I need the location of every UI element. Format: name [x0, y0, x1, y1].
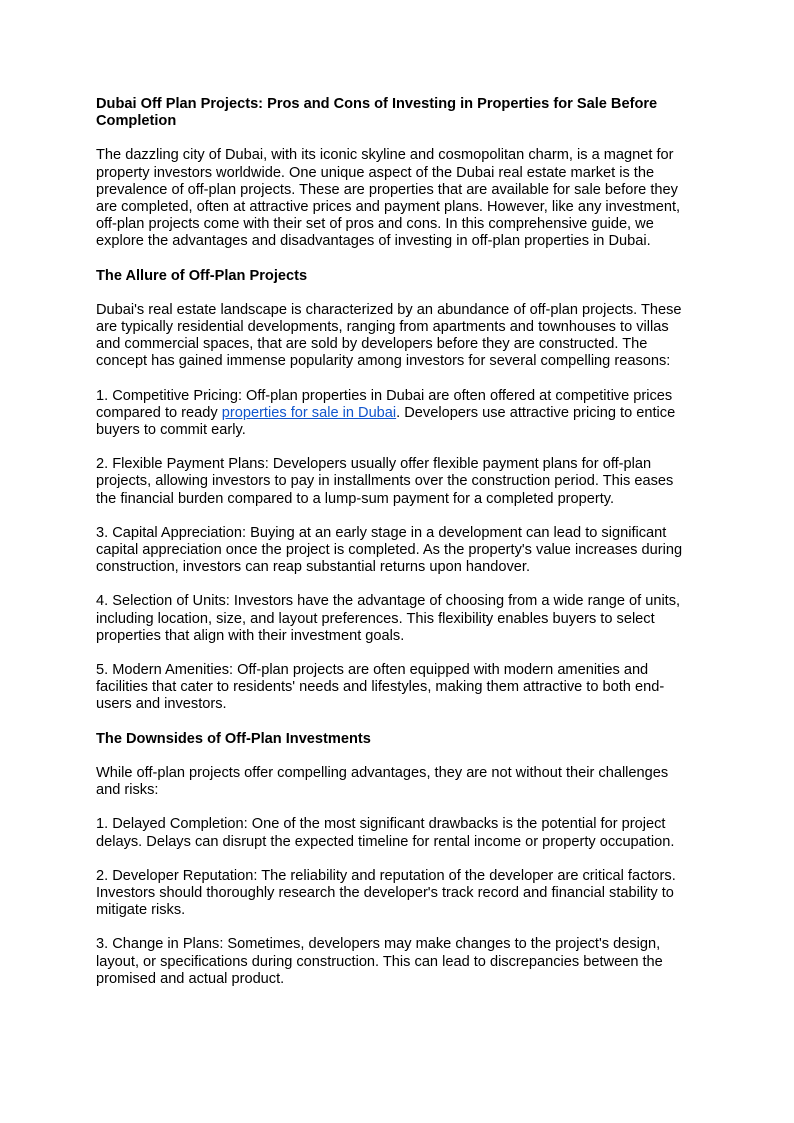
allure-point-modern-amenities: 5. Modern Amenities: Off-plan projects are often equipped with modern amenities and facilities that cater to residents' needs and lifestyles, making them attractive to both end-users and investors.	[96, 662, 665, 713]
downsides-point-delayed-completion: 1. Delayed Completion: One of the most significant drawbacks is the potential for project delays. Delays can disrupt the expected timeline for rental income or property occupation.	[96, 816, 675, 850]
downsides-point-developer-reputation: 2. Developer Reputation: The reliability and reputation of the developer are critical factors. Investors should thoroughly research the developer's track record and financial stability to mitigate risks.	[96, 867, 676, 919]
downsides-intro-paragraph: While off-plan projects offer compelling advantages, they are not without their challenges and risks:	[96, 764, 669, 799]
downsides-point-change-in-plans: 3. Change in Plans: Sometimes, developers may make changes to the project's design, layout, or specifications during construction. This can lead to discrepancies between the promised and actual product.	[96, 936, 663, 987]
downsides-heading: The Downsides of Off-Plan Investments	[96, 730, 371, 747]
allure-point-capital-appreciation: 3. Capital Appreciation: Buying at an early stage in a development can lead to significant capital appreciation once the project is completed. As the property's value increases during construction, investors can reap substantial returns upon handover.	[96, 524, 683, 576]
intro-paragraph: The dazzling city of Dubai, with its iconic skyline and cosmopolitan charm, is a magnet for property investors worldwide. One unique aspect of the Dubai real estate market is the prevalence of off-plan projects. These are properties that are available for sale before they are completed, often at attractive prices and payment plans. However, like any investment, off-plan projects come with their set of pros and cons. In this comprehensive guide, we explore the advantages and disadvantages of investing in off-plan properties in Dubai.	[96, 147, 681, 250]
allure-point-competitive-pricing	[96, 388, 696, 440]
allure-point-1-text-before: 1. Competitive Pricing: Off-plan properties in Dubai are often offered at competitive prices compared to ready	[96, 387, 673, 421]
allure-point-1-text-after: . Developers use attractive pricing to entice buyers to commit early.	[96, 404, 676, 439]
allure-point-flexible-payment: 2. Flexible Payment Plans: Developers usually offer flexible payment plans for off-plan projects, allowing investors to pay in installments over the construction period. This eases the financial burden compared to a lump-sum payment for a completed property.	[96, 456, 674, 507]
allure-point-selection-of-units: 4. Selection of Units: Investors have the advantage of choosing from a wide range of units, including location, size, and layout preferences. This flexibility enables buyers to select properties that align with their investment goals.	[96, 593, 681, 644]
properties-for-sale-link[interactable]: properties for sale in Dubai	[221, 404, 397, 421]
allure-intro-paragraph: Dubai's real estate landscape is characterized by an abundance of off-plan projects. These are typically residential developments, ranging from apartments and townhouses to villas and commercial spaces, that are sold by developers before they are constructed. The concept has gained immense popularity among investors for several compelling reasons:	[96, 301, 682, 370]
document-title: Dubai Off Plan Projects: Pros and Cons of Investing in Properties for Sale Before Completion	[96, 96, 658, 130]
document-page	[96, 96, 696, 1005]
allure-heading: The Allure of Off-Plan Projects	[96, 267, 308, 284]
